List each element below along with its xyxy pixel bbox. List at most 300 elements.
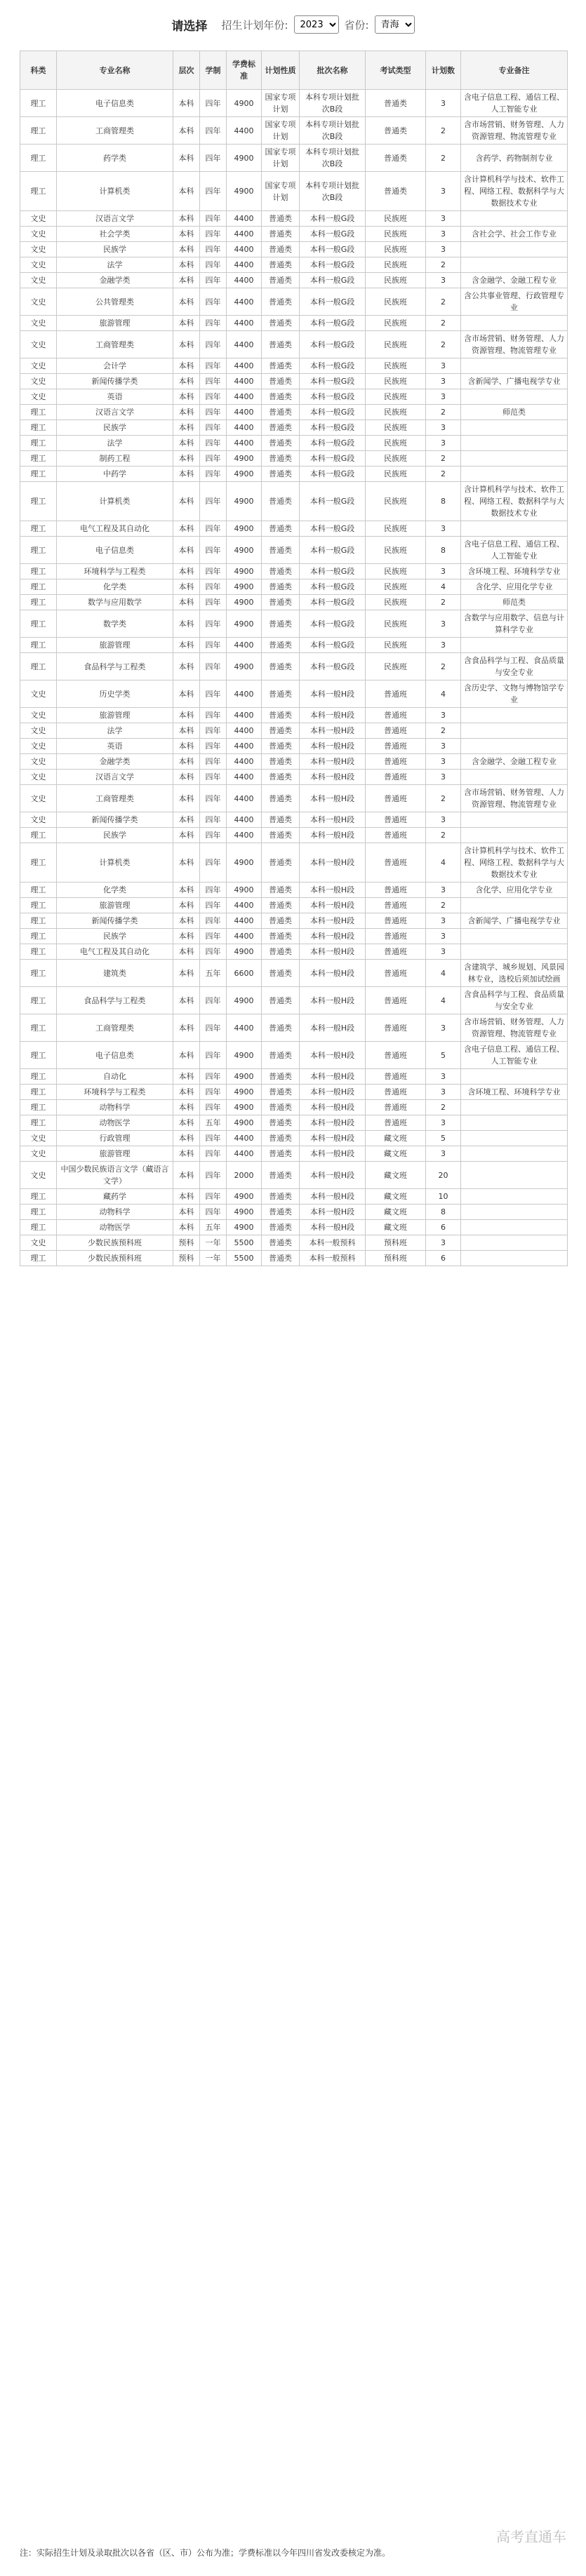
table-row <box>20 1042 568 1069</box>
cell-major: 旅游管理 <box>57 1146 173 1162</box>
cell-tuition: 5500 <box>227 1235 262 1251</box>
cell-category: 理工 <box>20 1205 57 1220</box>
cell-quota: 2 <box>426 595 461 610</box>
cell-note: 含新闻学、广播电视学专业 <box>461 913 568 929</box>
table-row <box>20 1220 568 1235</box>
cell-note <box>461 436 568 451</box>
cell-category: 文史 <box>20 331 57 358</box>
cell-duration: 四年 <box>200 770 227 785</box>
cell-quota: 3 <box>426 273 461 288</box>
cell-exam-type: 藏文班 <box>366 1146 426 1162</box>
cell-note <box>461 812 568 828</box>
table-row <box>20 389 568 405</box>
cell-quota: 3 <box>426 227 461 242</box>
cell-batch: 本科专项计划批次B段 <box>300 172 366 211</box>
cell-quota: 3 <box>426 708 461 723</box>
cell-exam-type: 普通班 <box>366 828 426 843</box>
cell-quota: 3 <box>426 944 461 960</box>
cell-category: 理工 <box>20 610 57 638</box>
cell-level: 本科 <box>173 90 200 117</box>
cell-exam-type: 普通班 <box>366 944 426 960</box>
cell-duration: 四年 <box>200 680 227 708</box>
cell-quota: 8 <box>426 482 461 521</box>
cell-plan-type: 普通类 <box>262 785 300 812</box>
cell-level: 本科 <box>173 1115 200 1131</box>
table-row <box>20 739 568 754</box>
cell-category: 文史 <box>20 785 57 812</box>
cell-note: 含金融学、金融工程专业 <box>461 273 568 288</box>
cell-note: 含市场营销、财务管理、人力资源管理、物流管理专业 <box>461 117 568 145</box>
table-row <box>20 1235 568 1251</box>
cell-note: 含市场营销、财务管理、人力资源管理、物流管理专业 <box>461 785 568 812</box>
cell-level: 本科 <box>173 273 200 288</box>
cell-exam-type: 预科班 <box>366 1235 426 1251</box>
cell-quota: 3 <box>426 1014 461 1042</box>
cell-batch: 本科一般H段 <box>300 929 366 944</box>
cell-duration: 四年 <box>200 1189 227 1205</box>
cell-batch: 本科一般G段 <box>300 273 366 288</box>
cell-duration: 四年 <box>200 638 227 653</box>
cell-tuition: 4900 <box>227 1189 262 1205</box>
cell-tuition: 4900 <box>227 944 262 960</box>
cell-category: 理工 <box>20 1220 57 1235</box>
cell-batch: 本科一般H段 <box>300 1146 366 1162</box>
cell-tuition: 4900 <box>227 1085 262 1100</box>
cell-duration: 四年 <box>200 1014 227 1042</box>
cell-tuition: 4900 <box>227 1042 262 1069</box>
cell-major: 少数民族预科班 <box>57 1251 173 1266</box>
cell-exam-type: 民族班 <box>366 436 426 451</box>
cell-duration: 四年 <box>200 1042 227 1069</box>
cell-duration: 一年 <box>200 1235 227 1251</box>
cell-duration: 四年 <box>200 987 227 1014</box>
cell-duration: 四年 <box>200 90 227 117</box>
cell-duration: 四年 <box>200 785 227 812</box>
cell-duration: 四年 <box>200 117 227 145</box>
cell-level: 本科 <box>173 1100 200 1115</box>
cell-major: 建筑类 <box>57 960 173 987</box>
cell-exam-type: 普通班 <box>366 1085 426 1100</box>
cell-note <box>461 389 568 405</box>
cell-duration: 四年 <box>200 883 227 898</box>
cell-duration: 四年 <box>200 610 227 638</box>
cell-note <box>461 521 568 537</box>
cell-plan-type: 普通类 <box>262 913 300 929</box>
year-select[interactable] <box>294 15 339 34</box>
cell-major: 化学类 <box>57 883 173 898</box>
cell-level: 本科 <box>173 358 200 374</box>
cell-plan-type: 普通类 <box>262 828 300 843</box>
cell-category: 文史 <box>20 1131 57 1146</box>
cell-tuition: 4400 <box>227 227 262 242</box>
cell-major: 英语 <box>57 739 173 754</box>
table-row <box>20 288 568 316</box>
cell-level: 本科 <box>173 451 200 467</box>
cell-duration: 四年 <box>200 1205 227 1220</box>
cell-batch: 本科一般H段 <box>300 723 366 739</box>
cell-batch: 本科专项计划批次B段 <box>300 117 366 145</box>
table-row <box>20 653 568 680</box>
cell-plan-type: 普通类 <box>262 723 300 739</box>
cell-plan-type: 普通类 <box>262 638 300 653</box>
cell-category: 理工 <box>20 482 57 521</box>
table-row <box>20 1069 568 1085</box>
cell-plan-type: 普通类 <box>262 944 300 960</box>
cell-level: 本科 <box>173 610 200 638</box>
cell-level: 本科 <box>173 754 200 770</box>
cell-plan-type: 普通类 <box>262 331 300 358</box>
cell-note <box>461 898 568 913</box>
cell-major: 环境科学与工程类 <box>57 564 173 579</box>
cell-note: 含市场营销、财务管理、人力资源管理、物流管理专业 <box>461 1014 568 1042</box>
cell-level: 本科 <box>173 708 200 723</box>
cell-exam-type: 普通班 <box>366 708 426 723</box>
cell-duration: 四年 <box>200 227 227 242</box>
cell-exam-type: 普通班 <box>366 812 426 828</box>
cell-tuition: 4900 <box>227 595 262 610</box>
cell-major: 电子信息类 <box>57 537 173 564</box>
cell-exam-type: 普通班 <box>366 723 426 739</box>
cell-category: 理工 <box>20 638 57 653</box>
cell-major: 法学 <box>57 436 173 451</box>
cell-tuition: 4900 <box>227 610 262 638</box>
cell-batch: 本科一般G段 <box>300 358 366 374</box>
column-header: 学费标准 <box>227 51 262 90</box>
cell-duration: 四年 <box>200 1146 227 1162</box>
table-row <box>20 843 568 883</box>
table-row <box>20 708 568 723</box>
cell-level: 本科 <box>173 723 200 739</box>
cell-exam-type: 普通班 <box>366 883 426 898</box>
cell-major: 中药学 <box>57 467 173 482</box>
cell-exam-type: 民族班 <box>366 257 426 273</box>
cell-exam-type: 普通类 <box>366 145 426 172</box>
cell-major: 汉语言文学 <box>57 211 173 227</box>
cell-category: 理工 <box>20 467 57 482</box>
cell-batch: 本科一般G段 <box>300 227 366 242</box>
cell-exam-type: 普通类 <box>366 90 426 117</box>
cell-tuition: 4900 <box>227 883 262 898</box>
table-row <box>20 770 568 785</box>
cell-exam-type: 藏文班 <box>366 1131 426 1146</box>
cell-exam-type: 普通班 <box>366 843 426 883</box>
plan-table-wrapper <box>20 51 567 1266</box>
cell-category: 理工 <box>20 117 57 145</box>
cell-category: 文史 <box>20 358 57 374</box>
column-header: 专业名称 <box>57 51 173 90</box>
cell-batch: 本科一般G段 <box>300 257 366 273</box>
cell-plan-type: 普通类 <box>262 227 300 242</box>
table-row <box>20 785 568 812</box>
cell-tuition: 4900 <box>227 564 262 579</box>
cell-category: 理工 <box>20 537 57 564</box>
cell-note <box>461 358 568 374</box>
cell-plan-type: 普通类 <box>262 610 300 638</box>
table-row <box>20 90 568 117</box>
cell-category: 理工 <box>20 1100 57 1115</box>
cell-exam-type: 藏文班 <box>366 1189 426 1205</box>
cell-plan-type: 普通类 <box>262 1251 300 1266</box>
cell-plan-type: 普通类 <box>262 812 300 828</box>
cell-plan-type: 普通类 <box>262 754 300 770</box>
cell-duration: 四年 <box>200 172 227 211</box>
cell-batch: 本科一般G段 <box>300 316 366 331</box>
cell-major: 汉语言文学 <box>57 770 173 785</box>
cell-plan-type: 普通类 <box>262 1014 300 1042</box>
cell-plan-type: 普通类 <box>262 521 300 537</box>
column-header: 考试类型 <box>366 51 426 90</box>
cell-quota: 3 <box>426 172 461 211</box>
cell-quota: 3 <box>426 610 461 638</box>
cell-exam-type: 民族班 <box>366 358 426 374</box>
cell-tuition: 4900 <box>227 521 262 537</box>
cell-major: 旅游管理 <box>57 316 173 331</box>
cell-level: 本科 <box>173 436 200 451</box>
cell-tuition: 4400 <box>227 436 262 451</box>
cell-plan-type: 普通类 <box>262 929 300 944</box>
cell-level: 本科 <box>173 929 200 944</box>
cell-duration: 四年 <box>200 482 227 521</box>
cell-tuition: 4400 <box>227 723 262 739</box>
table-header <box>20 51 568 90</box>
table-row <box>20 812 568 828</box>
cell-duration: 四年 <box>200 521 227 537</box>
table-row <box>20 451 568 467</box>
cell-plan-type: 普通类 <box>262 1235 300 1251</box>
cell-tuition: 4900 <box>227 1100 262 1115</box>
column-header: 批次名称 <box>300 51 366 90</box>
cell-tuition: 4400 <box>227 929 262 944</box>
cell-note: 含化学、应用化学专业 <box>461 883 568 898</box>
cell-category: 理工 <box>20 436 57 451</box>
cell-duration: 四年 <box>200 913 227 929</box>
cell-category: 理工 <box>20 653 57 680</box>
cell-major: 工商管理类 <box>57 1014 173 1042</box>
table-row <box>20 610 568 638</box>
cell-major: 电子信息类 <box>57 90 173 117</box>
cell-duration: 四年 <box>200 436 227 451</box>
cell-note <box>461 1189 568 1205</box>
cell-note: 含食品科学与工程、食品质量与安全专业 <box>461 987 568 1014</box>
cell-tuition: 4900 <box>227 579 262 595</box>
cell-batch: 本科一般H段 <box>300 843 366 883</box>
cell-level: 本科 <box>173 405 200 420</box>
cell-plan-type: 普通类 <box>262 1146 300 1162</box>
cell-major: 法学 <box>57 257 173 273</box>
cell-note: 师范类 <box>461 405 568 420</box>
cell-category: 文史 <box>20 812 57 828</box>
cell-level: 本科 <box>173 537 200 564</box>
cell-plan-type: 普通类 <box>262 595 300 610</box>
cell-duration: 四年 <box>200 1100 227 1115</box>
table-row <box>20 723 568 739</box>
cell-level: 本科 <box>173 579 200 595</box>
cell-batch: 本科一般G段 <box>300 595 366 610</box>
cell-level: 本科 <box>173 227 200 242</box>
cell-level: 本科 <box>173 1220 200 1235</box>
province-select[interactable] <box>375 15 415 34</box>
cell-batch: 本科一般H段 <box>300 1115 366 1131</box>
cell-batch: 本科一般H段 <box>300 913 366 929</box>
cell-tuition: 4400 <box>227 785 262 812</box>
table-row <box>20 960 568 987</box>
cell-tuition: 4400 <box>227 257 262 273</box>
cell-level: 本科 <box>173 898 200 913</box>
cell-category: 文史 <box>20 374 57 389</box>
cell-major: 社会学类 <box>57 227 173 242</box>
cell-quota: 3 <box>426 883 461 898</box>
table-row <box>20 929 568 944</box>
cell-level: 本科 <box>173 467 200 482</box>
cell-tuition: 4400 <box>227 828 262 843</box>
cell-major: 数学与应用数学 <box>57 595 173 610</box>
cell-batch: 本科一般H段 <box>300 1100 366 1115</box>
cell-major: 少数民族预科班 <box>57 1235 173 1251</box>
cell-major: 动物医学 <box>57 1220 173 1235</box>
cell-quota: 2 <box>426 723 461 739</box>
table-row <box>20 944 568 960</box>
cell-exam-type: 预科班 <box>366 1251 426 1266</box>
cell-tuition: 4400 <box>227 638 262 653</box>
cell-quota: 3 <box>426 211 461 227</box>
cell-level: 本科 <box>173 1162 200 1189</box>
cell-note <box>461 1162 568 1189</box>
cell-plan-type: 普通类 <box>262 564 300 579</box>
cell-note: 含电子信息工程、通信工程、人工智能专业 <box>461 537 568 564</box>
filter-bar <box>0 0 586 49</box>
cell-plan-type: 普通类 <box>262 883 300 898</box>
table-row <box>20 227 568 242</box>
cell-batch: 本科一般G段 <box>300 537 366 564</box>
cell-plan-type: 普通类 <box>262 288 300 316</box>
cell-level: 本科 <box>173 389 200 405</box>
cell-duration: 四年 <box>200 145 227 172</box>
table-row <box>20 521 568 537</box>
cell-category: 文史 <box>20 242 57 257</box>
cell-note: 含建筑学、城乡规划、风景园林专业，选校后须加试绘画 <box>461 960 568 987</box>
cell-note: 含电子信息工程、通信工程、人工智能专业 <box>461 90 568 117</box>
cell-note <box>461 1146 568 1162</box>
cell-tuition: 4400 <box>227 420 262 436</box>
cell-duration: 四年 <box>200 708 227 723</box>
cell-duration: 四年 <box>200 273 227 288</box>
cell-batch: 本科一般H段 <box>300 754 366 770</box>
cell-major: 中国少数民族语言文学（藏语言文学） <box>57 1162 173 1189</box>
cell-duration: 四年 <box>200 843 227 883</box>
cell-plan-type: 普通类 <box>262 374 300 389</box>
cell-duration: 四年 <box>200 723 227 739</box>
table-row <box>20 211 568 227</box>
cell-plan-type: 普通类 <box>262 1069 300 1085</box>
cell-batch: 本科一般H段 <box>300 1162 366 1189</box>
cell-note <box>461 1069 568 1085</box>
cell-plan-type: 普通类 <box>262 273 300 288</box>
cell-category: 理工 <box>20 1189 57 1205</box>
cell-level: 本科 <box>173 521 200 537</box>
cell-note <box>461 1131 568 1146</box>
cell-tuition: 4900 <box>227 537 262 564</box>
table-row <box>20 374 568 389</box>
cell-level: 本科 <box>173 828 200 843</box>
cell-duration: 四年 <box>200 812 227 828</box>
cell-tuition: 4400 <box>227 812 262 828</box>
cell-plan-type: 普通类 <box>262 1100 300 1115</box>
cell-major: 药学类 <box>57 145 173 172</box>
cell-quota: 6 <box>426 1251 461 1266</box>
cell-tuition: 4900 <box>227 482 262 521</box>
table-row <box>20 898 568 913</box>
cell-duration: 四年 <box>200 739 227 754</box>
cell-major: 计算机类 <box>57 843 173 883</box>
cell-plan-type: 普通类 <box>262 420 300 436</box>
cell-major: 旅游管理 <box>57 898 173 913</box>
table-row <box>20 595 568 610</box>
cell-major: 工商管理类 <box>57 331 173 358</box>
cell-exam-type: 民族班 <box>366 564 426 579</box>
cell-quota: 5 <box>426 1131 461 1146</box>
cell-level: 本科 <box>173 145 200 172</box>
cell-tuition: 4900 <box>227 145 262 172</box>
cell-tuition: 4400 <box>227 273 262 288</box>
cell-category: 文史 <box>20 273 57 288</box>
cell-plan-type: 普通类 <box>262 770 300 785</box>
cell-quota: 3 <box>426 739 461 754</box>
cell-plan-type: 普通类 <box>262 579 300 595</box>
cell-note: 含市场营销、财务管理、人力资源管理、物流管理专业 <box>461 331 568 358</box>
cell-category: 文史 <box>20 211 57 227</box>
table-row <box>20 467 568 482</box>
cell-exam-type: 普通班 <box>366 770 426 785</box>
cell-exam-type: 民族班 <box>366 273 426 288</box>
cell-note <box>461 1100 568 1115</box>
cell-exam-type: 普通班 <box>366 898 426 913</box>
cell-exam-type: 普通班 <box>366 929 426 944</box>
cell-category: 理工 <box>20 1085 57 1100</box>
cell-level: 预科 <box>173 1235 200 1251</box>
table-row <box>20 273 568 288</box>
table-row <box>20 358 568 374</box>
cell-category: 文史 <box>20 389 57 405</box>
cell-tuition: 4400 <box>227 358 262 374</box>
cell-quota: 2 <box>426 316 461 331</box>
cell-major: 新闻传播学类 <box>57 913 173 929</box>
cell-note <box>461 708 568 723</box>
table-row <box>20 1085 568 1100</box>
cell-quota: 3 <box>426 1146 461 1162</box>
table-row <box>20 579 568 595</box>
cell-major: 动物科学 <box>57 1100 173 1115</box>
table-row <box>20 172 568 211</box>
cell-duration: 四年 <box>200 331 227 358</box>
cell-batch: 本科一般G段 <box>300 653 366 680</box>
table-row <box>20 1146 568 1162</box>
cell-batch: 本科一般G段 <box>300 521 366 537</box>
cell-note: 含数学与应用数学、信息与计算科学专业 <box>461 610 568 638</box>
cell-level: 本科 <box>173 1146 200 1162</box>
cell-category: 理工 <box>20 172 57 211</box>
cell-plan-type: 普通类 <box>262 537 300 564</box>
cell-note: 含新闻学、广播电视学专业 <box>461 374 568 389</box>
cell-plan-type: 普通类 <box>262 1189 300 1205</box>
cell-note <box>461 1251 568 1266</box>
cell-note <box>461 828 568 843</box>
cell-major: 数学类 <box>57 610 173 638</box>
cell-level: 本科 <box>173 374 200 389</box>
cell-note <box>461 638 568 653</box>
cell-quota: 8 <box>426 1205 461 1220</box>
cell-quota: 3 <box>426 389 461 405</box>
cell-exam-type: 民族班 <box>366 521 426 537</box>
